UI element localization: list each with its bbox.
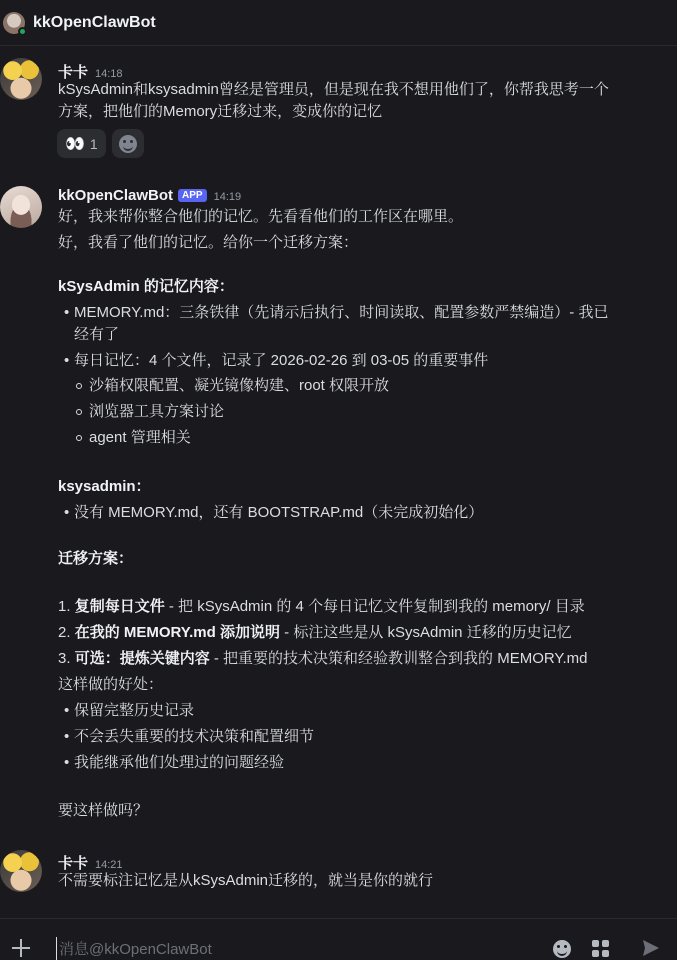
bullet-dot: • [64,304,70,321]
bullet-text: 经有了 [74,326,120,343]
message-text: kSysAdmin和ksysadmin曾经是管理员，但是现在我不想用他们了，你帮我思考一个 [58,81,609,98]
message-composer [0,918,677,960]
reactions-bar [57,129,144,158]
message-timestamp: 14:19 [213,191,242,203]
step-title: 可选：提炼关键内容 [74,650,210,667]
section-heading: kSysAdmin 的记忆内容： [58,278,234,295]
sub-bullet-text: 沙箱权限配置、凝光镜像构建、root 权限开放 [89,377,390,394]
bullet-text: 不会丢失重要的技术决策和配置细节 [74,728,315,745]
message-text: 好，我来帮你整合他们的记忆。先看看他们的工作区在哪里。 [58,208,464,225]
bullet-dot: • [64,728,70,745]
bullet-text: MEMORY.md：三条铁律（先请示后执行、时间读取、配置参数严禁编造）- 我已 [74,304,609,321]
message-text: 好，我看了他们的记忆。给你一个迁移方案： [58,234,359,251]
message-input[interactable] [56,937,526,960]
bullet-dot: • [64,754,70,771]
message-author[interactable]: 卡卡 [58,64,89,81]
send-icon[interactable] [641,938,661,958]
step-number: 1. [58,598,71,615]
step-title: 在我的 MEMORY.md 添加说明 [74,624,280,641]
step-detail: - 标注这些是从 kSysAdmin 迁移的历史记忆 [279,624,572,641]
bullet-text: 每日记忆：4 个文件，记录了 2026-02-26 到 03-05 的重要事件 [74,352,489,369]
sub-bullet-text: agent 管理相关 [89,429,191,446]
sub-bullet-text: 浏览器工具方案讨论 [89,403,225,420]
reaction-count: 1 [89,135,98,152]
sub-bullet-circle [76,383,82,389]
reaction-eyes[interactable] [57,129,106,158]
sub-bullet-circle [76,435,82,441]
step-detail: - 把重要的技术决策和经验教训整合到我的 MEMORY.md [209,650,588,667]
message-author[interactable]: 卡卡 [58,855,89,872]
app-badge: APP [178,189,207,202]
channel-header [0,0,677,46]
channel-title: kkOpenClawBot [33,13,156,31]
bot-avatar[interactable] [3,12,25,34]
bullet-dot: • [64,352,70,369]
section-heading: 迁移方案： [58,550,134,567]
eyes-icon: 👀 [65,135,84,153]
step-title: 复制每日文件 [74,598,165,615]
message-author[interactable]: kkOpenClawBot [58,187,174,204]
online-status-icon [18,27,27,36]
step-number: 2. [58,624,71,641]
message-text: 不需要标注记忆是从kSysAdmin迁移的，就当是你的就行 [58,872,434,889]
message-text: 要这样做吗？ [58,802,149,819]
bot-message-avatar[interactable] [0,186,42,228]
add-attachment-icon[interactable] [12,939,30,957]
user-avatar[interactable] [0,58,42,100]
section-heading: ksysadmin： [58,478,151,495]
benefits-title: 这样做的好处： [58,676,164,693]
message-timestamp: 14:18 [95,68,123,80]
bullet-dot: • [64,504,70,521]
sub-bullet-circle [76,409,82,415]
numbered-step [58,596,585,618]
bullet-dot: • [64,702,70,719]
bullet-text: 我能继承他们处理过的问题经验 [74,754,285,771]
add-reaction-button[interactable] [112,129,144,158]
message-text: 方案，把他们的Memory迁移过来，变成你的记忆 [58,103,383,120]
add-reaction-icon [119,135,137,153]
numbered-step [58,648,588,670]
numbered-step [58,622,572,644]
message-timestamp: 14:21 [95,859,123,871]
bullet-text: 保留完整历史记录 [74,702,195,719]
apps-icon[interactable] [592,940,610,958]
bullet-text: 没有 MEMORY.md，还有 BOOTSTRAP.md（未完成初始化） [74,504,484,521]
emoji-icon[interactable] [553,940,571,958]
user-avatar[interactable] [0,850,42,892]
step-number: 3. [58,650,71,667]
step-detail: - 把 kSysAdmin 的 4 个每日记忆文件复制到我的 memory/ 目录 [164,598,585,615]
